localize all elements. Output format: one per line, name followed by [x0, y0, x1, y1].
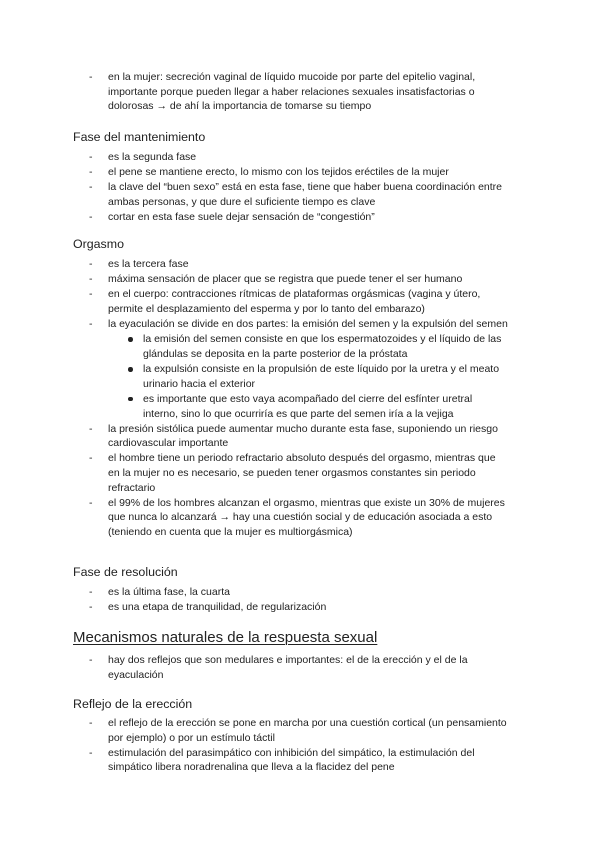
list-item: - en la mujer: secreción vaginal de líquido mucoide por parte del epitelio vaginal, importante porque pueden llegar a haber relaciones sexuales insatisfactorias o dolorosas → de ahí la importancia de tomarse su tiempo	[0, 70, 600, 114]
list-item: - la eyaculación se divide en dos partes: la emisión del semen y la expulsión del semen	[0, 317, 600, 332]
list-item: - es la tercera fase	[0, 257, 600, 272]
heading-reflejo: Reflejo de la erección	[73, 697, 193, 711]
list-item: - estimulación del parasimpático con inhibición del simpático, la estimulación del simpático libera noradrenalina que lleva a la flacidez del pene	[0, 746, 600, 775]
heading-resolucion: Fase de resolución	[73, 565, 178, 579]
list-item: - el reflejo de la erección se pone en marcha por una cuestión cortical (un pensamiento por ejemplo) o por un estímulo táctil	[0, 716, 600, 745]
list-item: - la clave del “buen sexo” está en esta fase, tiene que haber buena coordinación entre ambas personas, y que dure el suficiente tiempo es clave	[0, 180, 600, 209]
list-item: - el 99% de los hombres alcanzan el orgasmo, mientras que existe un 30% de mujeres que nunca lo alcanzará → hay una cuestión social y de educación asociada a esto (teniendo en cuenta que la mujer es multiorgásmica)	[0, 496, 600, 540]
list-item: - en el cuerpo: contracciones rítmicas de plataformas orgásmicas (vagina y útero, permite el desplazamiento del esperma y por lo tanto del embarazo)	[0, 287, 600, 316]
sub-list-item: la emisión del semen consiste en que los espermatozoides y el líquido de las glándulas se deposita en la parte posterior de la próstata	[0, 332, 600, 361]
mantenimiento-list	[0, 150, 600, 225]
list-item: - el pene se mantiene erecto, lo mismo con los tejidos eréctiles de la mujer	[0, 165, 600, 180]
resolucion-list	[0, 585, 600, 615]
top-list	[0, 70, 600, 114]
list-item: - es la última fase, la cuarta	[0, 585, 600, 600]
mecanismos-list	[0, 653, 600, 683]
sub-list-item: es importante que esto vaya acompañado del cierre del esfínter uretral interno, sino lo que ocurriría es que parte del semen iría a la vejiga	[0, 392, 600, 421]
list-item: - es una etapa de tranquilidad, de regularización	[0, 600, 600, 615]
reflejo-list	[0, 716, 600, 776]
list-item: - el hombre tiene un periodo refractario absoluto después del orgasmo, mientras que en la mujer no es necesario, se pueden tener orgasmos constantes sin periodo refractario	[0, 451, 600, 495]
list-item: - máxima sensación de placer que se registra que puede tener el ser humano	[0, 272, 600, 287]
heading-mantenimiento: Fase del mantenimiento	[73, 130, 206, 144]
heading-mecanismos: Mecanismos naturales de la respuesta sexual	[73, 629, 378, 646]
heading-orgasmo: Orgasmo	[73, 237, 124, 251]
orgasmo-list	[0, 257, 600, 540]
list-item: - la presión sistólica puede aumentar mucho durante esta fase, suponiendo un riesgo cardiovascular importante	[0, 422, 600, 451]
list-item: - es la segunda fase	[0, 150, 600, 165]
sub-list-item: la expulsión consiste en la propulsión de este líquido por la uretra y el meato urinario hacia el exterior	[0, 362, 600, 391]
list-item: - cortar en esta fase suele dejar sensación de “congestión”	[0, 210, 600, 225]
list-item: - hay dos reflejos que son medulares e importantes: el de la erección y el de la eyaculación	[0, 653, 600, 682]
